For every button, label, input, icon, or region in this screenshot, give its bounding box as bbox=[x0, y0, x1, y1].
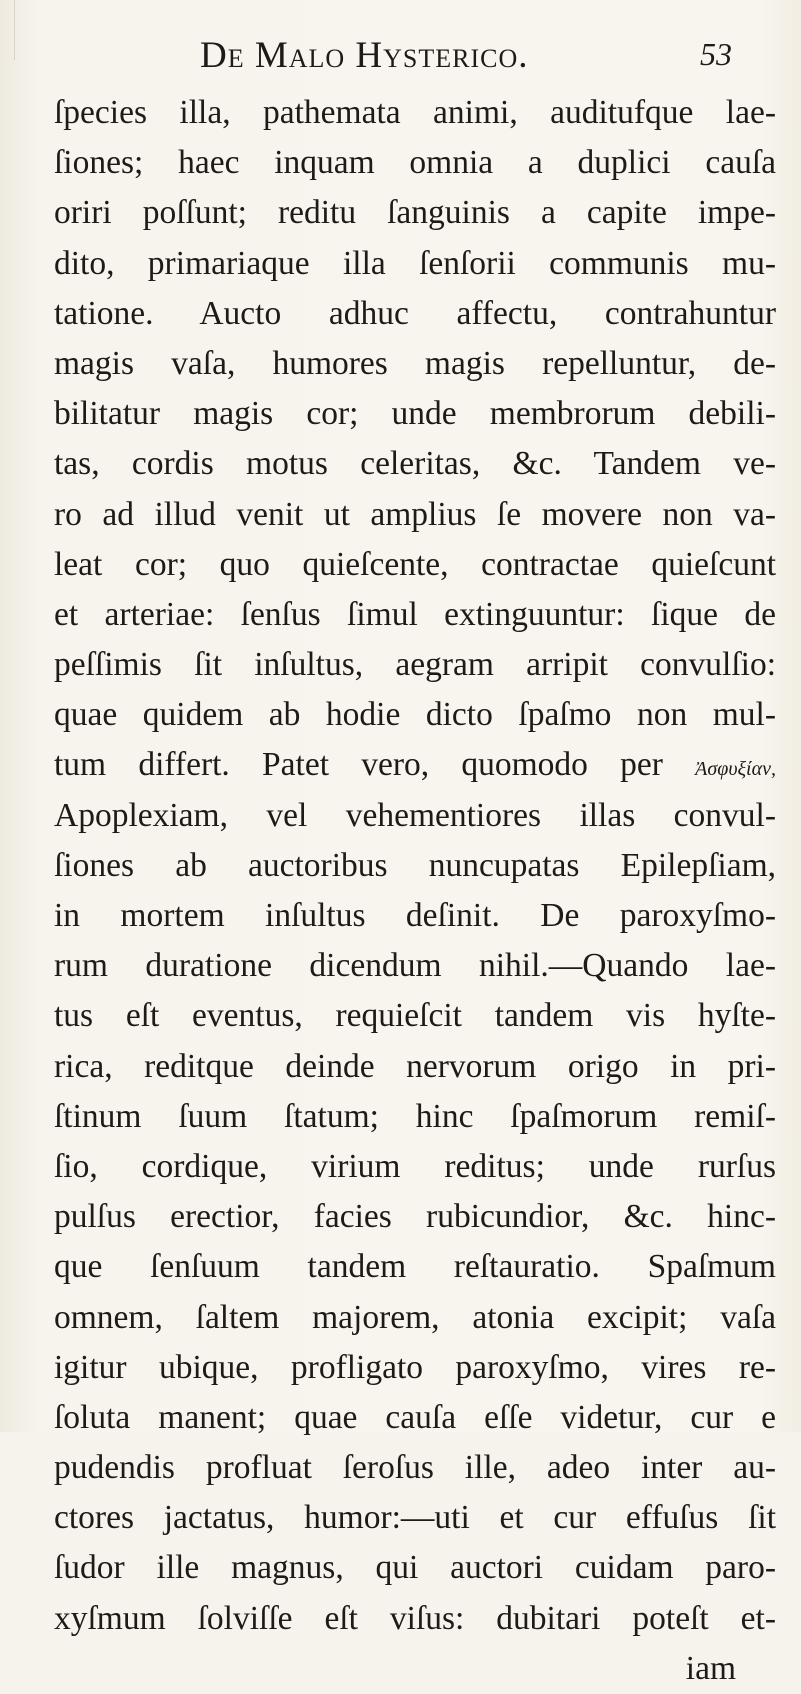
text-line: dito, primariaque illa ſenſorii communis mu- bbox=[54, 244, 776, 282]
text-line: que ſenſuum tandem reſtauratio. Spaſmum bbox=[54, 1248, 776, 1286]
text-line: ſiones; haec inquam omnia a duplici cauſa bbox=[54, 144, 776, 182]
text-line: omnem, ſaltem majorem, atonia excipit; vaſa bbox=[54, 1298, 776, 1336]
text-line: rica, reditque deinde nervorum origo in pri- bbox=[54, 1047, 776, 1085]
text-line: peſſimis ſit inſultus, aegram arripit convulſio: bbox=[54, 646, 776, 684]
text-line: oriri poſſunt; reditu ſanguinis a capite impe- bbox=[54, 194, 776, 232]
greek-word: Ἀσφυξίαν, bbox=[695, 758, 776, 781]
page-number: 53 bbox=[700, 36, 732, 72]
text-line: ſio, cordique, virium reditus; unde rurſus bbox=[54, 1147, 776, 1185]
text-line-with-greek bbox=[54, 740, 776, 790]
text-line: tas, cordis motus celeritas, &c. Tandem ve- bbox=[54, 445, 776, 483]
page-header bbox=[0, 34, 801, 84]
text-line: ctores jactatus, humor:—uti et cur effuſus ſit bbox=[54, 1499, 776, 1537]
catchword: iam bbox=[685, 1649, 736, 1687]
text-line-segment: tum differt. Patet vero, quomodo per bbox=[54, 746, 663, 784]
text-line: ſtinum ſuum ſtatum; hinc ſpaſmorum remiſ- bbox=[54, 1097, 776, 1135]
body-text bbox=[54, 88, 776, 1694]
text-line: ro ad illud venit ut amplius ſe movere non va- bbox=[54, 495, 776, 533]
text-line: tatione. Aucto adhuc affectu, contrahuntur bbox=[54, 294, 776, 332]
text-line: bilitatur magis cor; unde membrorum debili- bbox=[54, 395, 776, 433]
text-line: ſudor ille magnus, qui auctori cuidam paro- bbox=[54, 1549, 776, 1587]
running-title: De Malo Hysterico. bbox=[200, 35, 529, 76]
text-line: et arteriae: ſenſus ſimul extinguuntur: ſique de bbox=[54, 595, 776, 633]
text-line: pudendis profluat ſeroſus ille, adeo inter au- bbox=[54, 1449, 776, 1487]
text-line: xyſmum ſolviſſe eſt viſus: dubitari poteſt et- bbox=[54, 1599, 776, 1637]
text-line: igitur ubique, profligato paroxyſmo, vires re- bbox=[54, 1348, 776, 1386]
text-line: ſoluta manent; quae cauſa eſſe videtur, cur e bbox=[54, 1398, 776, 1436]
text-line: ſpecies illa, pathemata animi, auditufque lae- bbox=[54, 94, 776, 131]
text-line: Apoplexiam, vel vehementiores illas convul- bbox=[54, 796, 776, 834]
text-line: ſiones ab auctoribus nuncupatas Epilepſiam, bbox=[54, 846, 776, 884]
text-line: magis vaſa, humores magis repelluntur, de- bbox=[54, 344, 776, 382]
text-line: quae quidem ab hodie dicto ſpaſmo non mul- bbox=[54, 696, 776, 734]
text-line: pulſus erectior, facies rubicundior, &c. hinc- bbox=[54, 1198, 776, 1236]
text-line: in mortem inſultus deſinit. De paroxyſmo- bbox=[54, 897, 776, 934]
text-line: tus eſt eventus, requieſcit tandem vis hyſte- bbox=[54, 997, 776, 1035]
text-line: leat cor; quo quieſcente, contractae quieſcunt bbox=[54, 545, 776, 583]
text-line: rum duratione dicendum nihil.—Quando lae- bbox=[54, 947, 776, 985]
